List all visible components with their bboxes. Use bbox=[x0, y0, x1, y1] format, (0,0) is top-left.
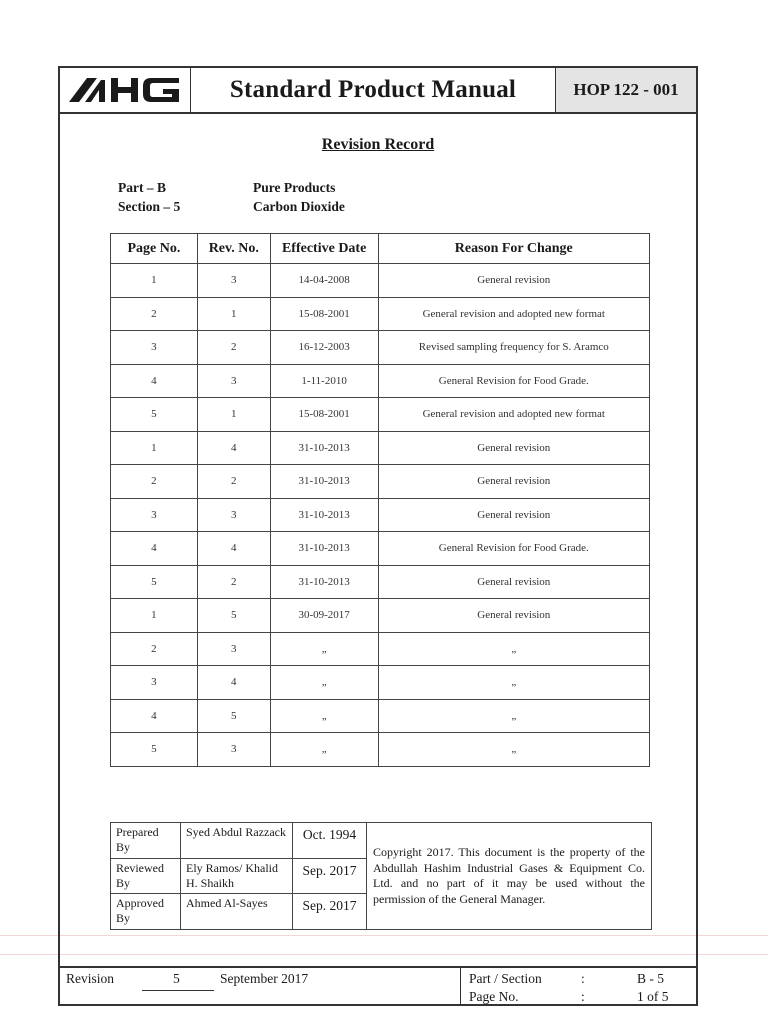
table-header-row bbox=[111, 234, 650, 264]
table-row bbox=[111, 364, 650, 398]
cell-reason: General revision bbox=[378, 498, 649, 532]
approved-date: Sep. 2017 bbox=[293, 894, 367, 930]
page-reference bbox=[461, 968, 698, 1006]
cell-rev-no: 5 bbox=[197, 599, 270, 633]
approval-table bbox=[110, 822, 652, 930]
part-section-info bbox=[118, 178, 345, 216]
cell-page-no: 4 bbox=[111, 532, 198, 566]
cell-rev-no: 2 bbox=[197, 331, 270, 365]
cell-rev-no: 5 bbox=[197, 699, 270, 733]
col-header-page: Page No. bbox=[111, 234, 198, 264]
cell-rev-no: 2 bbox=[197, 465, 270, 499]
cell-effective-date: „ bbox=[270, 699, 378, 733]
company-logo bbox=[60, 68, 191, 112]
table-row bbox=[111, 398, 650, 432]
copyright-notice: Copyright 2017. This document is the property of the Abdullah Hashim Industrial Gases & Equipment Co. Ltd. and no part of it may be used without the permission of the General Manager. bbox=[367, 823, 652, 930]
cell-page-no: 1 bbox=[111, 599, 198, 633]
manual-title: Standard Product Manual bbox=[229, 76, 517, 103]
cell-rev-no: 2 bbox=[197, 565, 270, 599]
cell-effective-date: 30-09-2017 bbox=[270, 599, 378, 633]
approved-name: Ahmed Al-Sayes bbox=[181, 894, 293, 930]
cell-effective-date: 14-04-2008 bbox=[270, 264, 378, 298]
ahg-logo-icon bbox=[67, 76, 183, 104]
cell-reason: General revision and adopted new format bbox=[378, 297, 649, 331]
cell-reason: General revision bbox=[378, 599, 649, 633]
page-number-value: 1 of 5 bbox=[637, 989, 669, 1004]
section-value: Carbon Dioxide bbox=[253, 199, 345, 214]
table-row bbox=[111, 733, 650, 767]
part-section-value: B - 5 bbox=[637, 971, 664, 986]
cell-rev-no: 4 bbox=[197, 532, 270, 566]
cell-reason: General revision bbox=[378, 431, 649, 465]
col-header-rev: Rev. No. bbox=[197, 234, 270, 264]
table-row bbox=[111, 699, 650, 733]
table-row bbox=[111, 632, 650, 666]
document-footer bbox=[58, 966, 698, 1006]
part-section-label: Part / Section bbox=[469, 971, 542, 986]
reviewed-date: Sep. 2017 bbox=[293, 858, 367, 894]
cell-page-no: 3 bbox=[111, 666, 198, 700]
cell-effective-date: 16-12-2003 bbox=[270, 331, 378, 365]
approved-label: Approved By bbox=[111, 894, 181, 930]
table-row bbox=[111, 297, 650, 331]
page-number-label: Page No. bbox=[469, 989, 519, 1004]
cell-rev-no: 3 bbox=[197, 498, 270, 532]
table-row bbox=[111, 565, 650, 599]
cell-effective-date: „ bbox=[270, 733, 378, 767]
cell-rev-no: 3 bbox=[197, 733, 270, 767]
cell-rev-no: 3 bbox=[197, 364, 270, 398]
revision-number: 5 bbox=[173, 971, 180, 986]
reviewed-name: Ely Ramos/ Khalid H. Shaikh bbox=[181, 858, 293, 894]
cell-reason: „ bbox=[378, 666, 649, 700]
cell-page-no: 3 bbox=[111, 498, 198, 532]
cell-rev-no: 4 bbox=[197, 666, 270, 700]
cell-page-no: 1 bbox=[111, 431, 198, 465]
table-row bbox=[111, 599, 650, 633]
cell-reason: „ bbox=[378, 733, 649, 767]
page-heading: Revision Record bbox=[321, 136, 435, 153]
cell-reason: „ bbox=[378, 699, 649, 733]
cell-page-no: 4 bbox=[111, 699, 198, 733]
revision-info bbox=[58, 968, 461, 1006]
cell-page-no: 1 bbox=[111, 264, 198, 298]
cell-page-no: 5 bbox=[111, 398, 198, 432]
cell-reason: General revision bbox=[378, 264, 649, 298]
table-row bbox=[111, 498, 650, 532]
cell-page-no: 2 bbox=[111, 465, 198, 499]
cell-rev-no: 3 bbox=[197, 632, 270, 666]
cell-reason: General revision bbox=[378, 465, 649, 499]
revision-date: September 2017 bbox=[220, 971, 309, 986]
revision-table bbox=[110, 233, 650, 767]
cell-page-no: 4 bbox=[111, 364, 198, 398]
reviewed-label: Reviewed By bbox=[111, 858, 181, 894]
cell-reason: General revision and adopted new format bbox=[378, 398, 649, 432]
cell-effective-date: 31-10-2013 bbox=[270, 532, 378, 566]
cell-effective-date: 15-08-2001 bbox=[270, 297, 378, 331]
colon: : bbox=[581, 989, 585, 1004]
cell-page-no: 3 bbox=[111, 331, 198, 365]
section-label: Section – 5 bbox=[118, 199, 181, 214]
table-row bbox=[111, 331, 650, 365]
part-label: Part – B bbox=[118, 180, 166, 195]
revision-label: Revision bbox=[66, 971, 115, 986]
cell-reason: Revised sampling frequency for S. Aramco bbox=[378, 331, 649, 365]
cell-reason: General Revision for Food Grade. bbox=[378, 532, 649, 566]
cell-reason: „ bbox=[378, 632, 649, 666]
table-row bbox=[111, 532, 650, 566]
col-header-date: Effective Date bbox=[270, 234, 378, 264]
table-row bbox=[111, 264, 650, 298]
logo-text: AHG bbox=[67, 76, 70, 77]
cell-rev-no: 1 bbox=[197, 297, 270, 331]
cell-rev-no: 3 bbox=[197, 264, 270, 298]
revision-table-body bbox=[111, 264, 650, 767]
prepared-name: Syed Abdul Razzack bbox=[181, 823, 293, 859]
col-header-reason: Reason For Change bbox=[378, 234, 649, 264]
cell-effective-date: „ bbox=[270, 666, 378, 700]
cell-page-no: 5 bbox=[111, 565, 198, 599]
cell-rev-no: 4 bbox=[197, 431, 270, 465]
revision-underline bbox=[142, 990, 214, 991]
cell-page-no: 2 bbox=[111, 297, 198, 331]
table-row bbox=[111, 666, 650, 700]
cell-effective-date: 31-10-2013 bbox=[270, 498, 378, 532]
cell-effective-date: 31-10-2013 bbox=[270, 565, 378, 599]
table-row bbox=[111, 465, 650, 499]
document-code: HOP 122 - 001 bbox=[555, 68, 696, 112]
cell-effective-date: „ bbox=[270, 632, 378, 666]
cell-page-no: 2 bbox=[111, 632, 198, 666]
cell-reason: General Revision for Food Grade. bbox=[378, 364, 649, 398]
table-row bbox=[111, 431, 650, 465]
cell-page-no: 5 bbox=[111, 733, 198, 767]
prepared-label: Prepared By bbox=[111, 823, 181, 859]
part-value: Pure Products bbox=[253, 180, 336, 195]
cell-reason: General revision bbox=[378, 565, 649, 599]
cell-effective-date: 1-11-2010 bbox=[270, 364, 378, 398]
cell-effective-date: 31-10-2013 bbox=[270, 431, 378, 465]
cell-rev-no: 1 bbox=[197, 398, 270, 432]
cell-effective-date: 15-08-2001 bbox=[270, 398, 378, 432]
prepared-date: Oct. 1994 bbox=[293, 823, 367, 859]
cell-effective-date: 31-10-2013 bbox=[270, 465, 378, 499]
document-header bbox=[58, 66, 698, 114]
colon: : bbox=[581, 971, 585, 986]
